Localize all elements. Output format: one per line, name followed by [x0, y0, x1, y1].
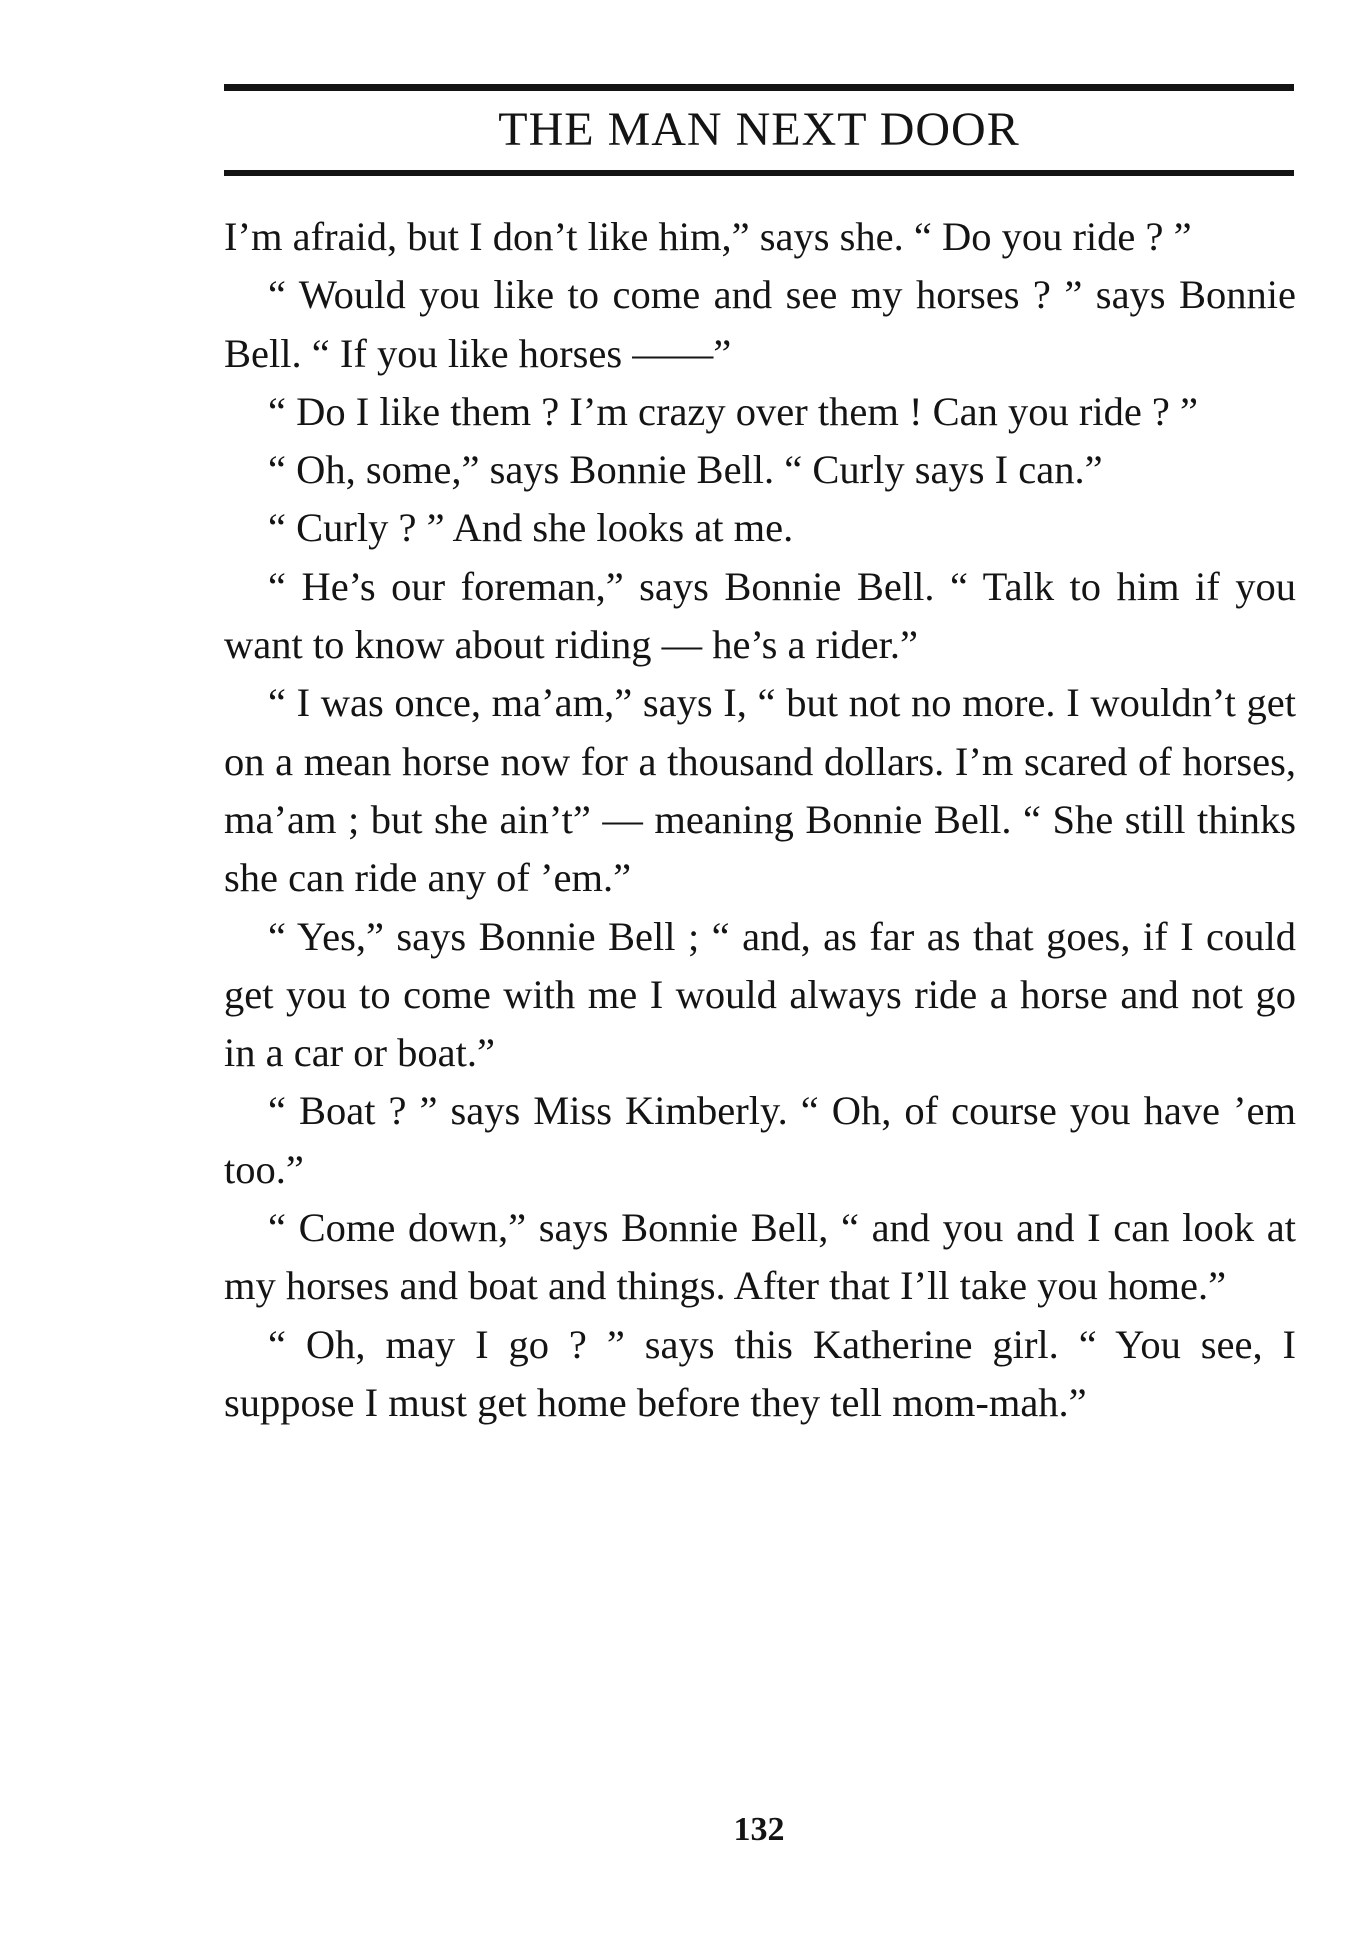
body-text — [224, 208, 1296, 1432]
paragraph: “ Yes,” says Bonnie Bell ; “ and, as far as that goes, if I could get you to come with me I would always ride a horse and not go in a car or boat.” — [224, 913, 1296, 1076]
page-number: 132 — [733, 1811, 785, 1848]
header-rule-bottom — [224, 170, 1294, 176]
header-rule-top — [224, 84, 1294, 91]
paragraph: “ Curly ? ” And she looks at me. — [268, 505, 794, 551]
paragraph: “ Would you like to come and see my horses ? ” says Bonnie Bell. “ If you like horses ——” — [224, 272, 1296, 376]
paragraph: “ Oh, may I go ? ” says this Katherine girl. “ You see, I suppose I must get home before they tell mom‑mah.” — [224, 1321, 1296, 1425]
paragraph: “ Do I like them ? I’m crazy over them ! Can you ride ? ” — [268, 388, 1198, 434]
paragraph: “ He’s our foreman,” says Bonnie Bell. “ Talk to him if you want to know about riding — he’s a rider.” — [224, 563, 1296, 668]
running-head: THE MAN NEXT DOOR — [498, 103, 1020, 156]
paragraph: “ I was once, ma’am,” says I, “ but not no more. I wouldn’t get on a mean horse now for a thousand dollars. I’m scared of horses, ma’am ; but she ain’t” — meaning Bonnie Bell. “ She still thinks she can ride any of ’em.” — [224, 680, 1296, 901]
paragraph: I’m afraid, but I don’t like him,” says she. “ Do you ride ? ” — [224, 214, 1192, 259]
paragraph: “ Come down,” says Bonnie Bell, “ and you and I can look at my horses and boat and things. After that I’ll take you home.” — [224, 1205, 1296, 1309]
paragraph: “ Oh, some,” says Bonnie Bell. “ Curly says I can.” — [268, 447, 1103, 493]
paragraph: “ Boat ? ” says Miss Kimberly. “ Oh, of course you have ’em too.” — [224, 1088, 1296, 1192]
